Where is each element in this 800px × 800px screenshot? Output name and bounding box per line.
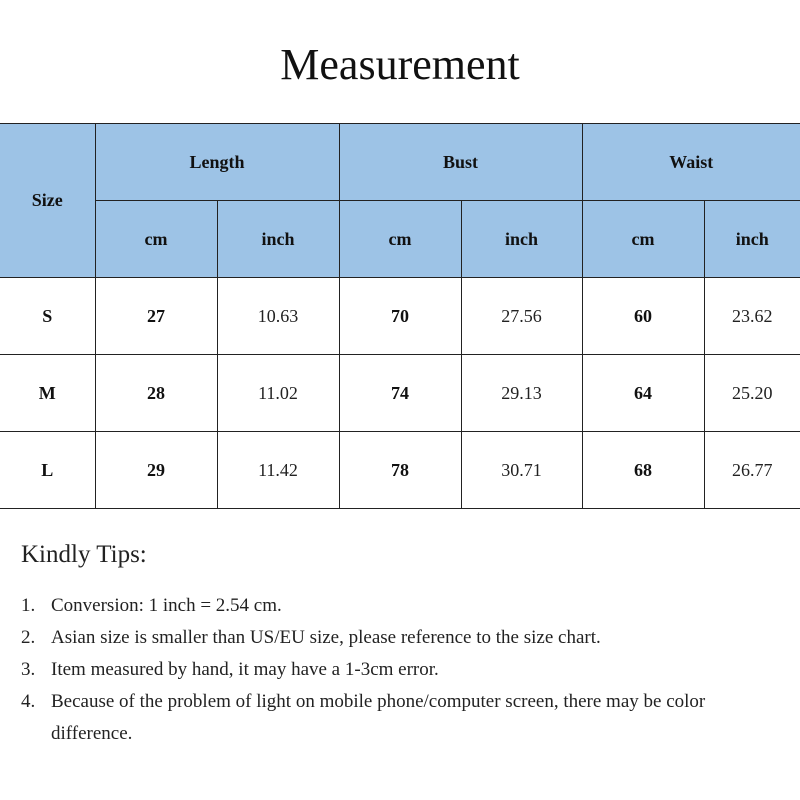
waist-group-header: Waist: [582, 124, 800, 201]
tip-number: 1.: [21, 595, 36, 616]
waist-cm-cell: 60: [582, 278, 704, 355]
waist-inch-cell: 26.77: [704, 432, 800, 509]
list-item: [21, 590, 781, 622]
tips-heading: Kindly Tips:: [21, 541, 147, 568]
kindly-tips-section: [21, 538, 781, 750]
table-unit-row: [0, 201, 800, 278]
length-inch-cell: 10.63: [217, 278, 339, 355]
tip-number: 4.: [21, 691, 36, 712]
bust-inch-cell: 29.13: [461, 355, 582, 432]
waist-cm-cell: 68: [582, 432, 704, 509]
length-cm-cell: 29: [95, 432, 217, 509]
tip-text: Asian size is smaller than US/EU size, please reference to the size chart.: [51, 627, 601, 648]
length-inch-cell: 11.42: [217, 432, 339, 509]
table-row: [0, 278, 800, 355]
size-cell: L: [0, 432, 95, 509]
bust-cm-cell: 78: [339, 432, 461, 509]
tip-number: 3.: [21, 659, 36, 680]
waist-inch-header: inch: [704, 201, 800, 278]
length-cm-cell: 27: [95, 278, 217, 355]
size-cell: S: [0, 278, 95, 355]
bust-cm-cell: 74: [339, 355, 461, 432]
length-group-header: Length: [95, 124, 339, 201]
length-inch-cell: 11.02: [217, 355, 339, 432]
bust-inch-cell: 30.71: [461, 432, 582, 509]
bust-inch-cell: 27.56: [461, 278, 582, 355]
waist-cm-header: cm: [582, 201, 704, 278]
list-item: [21, 654, 781, 686]
bust-group-header: Bust: [339, 124, 582, 201]
bust-cm-header: cm: [339, 201, 461, 278]
page-title: Measurement: [280, 40, 520, 89]
waist-inch-cell: 23.62: [704, 278, 800, 355]
bust-cm-cell: 70: [339, 278, 461, 355]
waist-inch-cell: 25.20: [704, 355, 800, 432]
tips-list: [21, 590, 781, 750]
list-item: [21, 686, 781, 750]
table-row: [0, 432, 800, 509]
tip-text: Because of the problem of light on mobile phone/computer screen, there may be color difference.: [51, 691, 706, 744]
table-header-row: [0, 124, 800, 201]
length-cm-header: cm: [95, 201, 217, 278]
waist-cm-cell: 64: [582, 355, 704, 432]
bust-inch-header: inch: [461, 201, 582, 278]
size-chart-table: [0, 123, 800, 509]
tip-text: Item measured by hand, it may have a 1-3cm error.: [51, 659, 439, 680]
list-item: [21, 622, 781, 654]
length-cm-cell: 28: [95, 355, 217, 432]
size-cell: M: [0, 355, 95, 432]
table-row: [0, 355, 800, 432]
tip-text: Conversion: 1 inch = 2.54 cm.: [51, 595, 282, 616]
tip-number: 2.: [21, 627, 36, 648]
size-column-header: Size: [0, 124, 95, 278]
length-inch-header: inch: [217, 201, 339, 278]
